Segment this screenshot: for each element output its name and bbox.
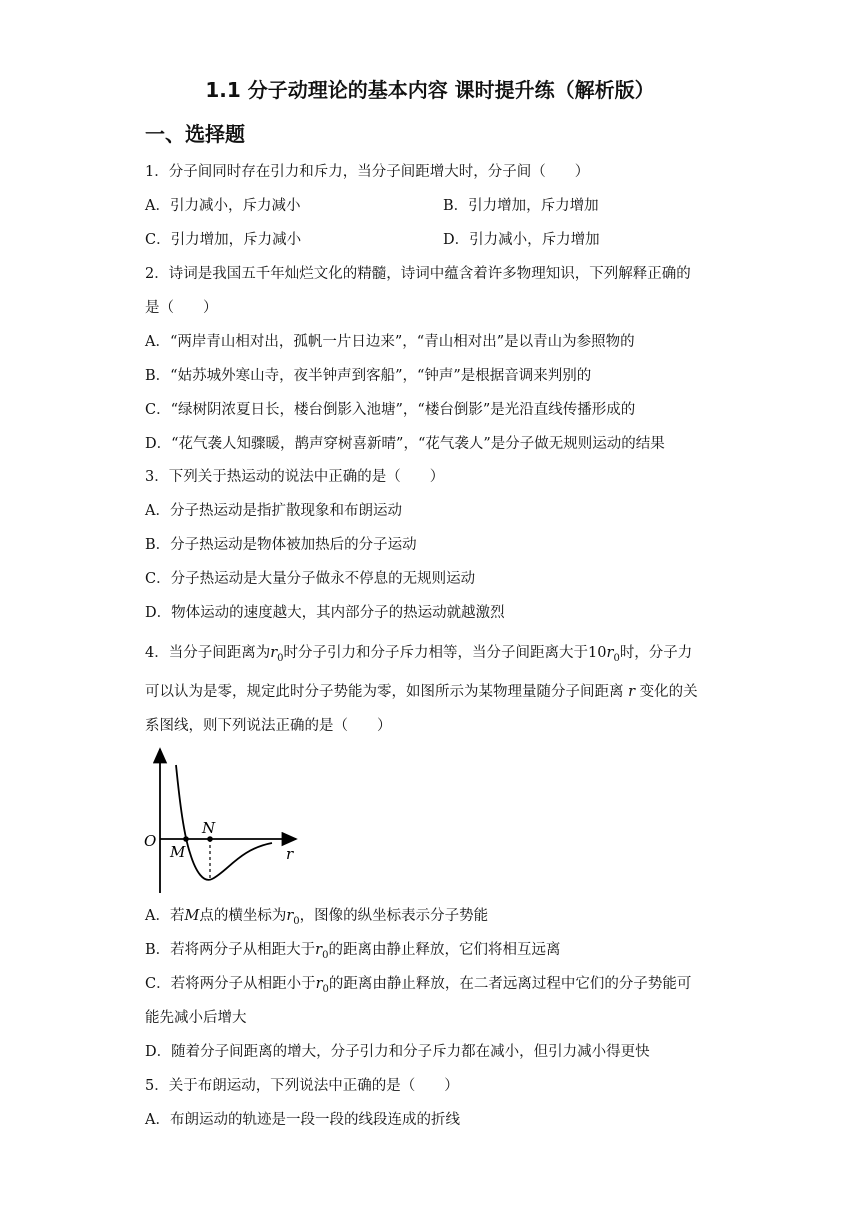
q1-option-d: D．引力减小，斥力增加 xyxy=(443,232,600,248)
page-title: 1.1 分子动理论的基本内容 课时提升练（解析版） xyxy=(205,78,655,102)
q2-option-b: B．“姑苏城外寒山寺，夜半钟声到客船”，“钟声”是根据音调来判别的 xyxy=(145,368,592,384)
q4-option-d: D．随着分子间距离的增大，分子引力和分子斥力都在减小，但引力减小得更快 xyxy=(145,1044,650,1060)
q2-option-d: D．“花气袭人知骤暖，鹊声穿树喜新晴”，“花气袭人”是分子做无规则运动的结果 xyxy=(145,436,665,452)
q4-option-b xyxy=(145,940,560,966)
origin-label: O xyxy=(144,832,157,850)
q1-stem: 1．分子间同时存在引力和斥力，当分子间距增大时，分子间（ ） xyxy=(145,164,590,180)
symbol-r0-sub: 0 xyxy=(613,652,620,664)
symbol-r0-sub: 0 xyxy=(322,949,329,961)
symbol-r: r xyxy=(270,645,278,661)
q4-stem1-ten: 10 xyxy=(588,645,607,661)
point-n-dot xyxy=(207,836,213,842)
q4-stem-line3: 系图线，则下列说法正确的是（ ） xyxy=(145,718,392,734)
x-axis-label: r xyxy=(286,845,294,863)
symbol-m: M xyxy=(184,908,200,924)
q4-option-a xyxy=(145,906,488,932)
q3-option-c: C．分子热运动是大量分子做永不停息的无规则运动 xyxy=(145,571,476,587)
q4-a-1: A．若 xyxy=(145,908,185,924)
q4-b-2: 的距离由静止释放，它们将相互远离 xyxy=(328,942,561,958)
q3-option-a: A．分子热运动是指扩散现象和布朗运动 xyxy=(145,503,402,519)
q4-stem-line2 xyxy=(145,682,698,702)
potential-energy-figure xyxy=(140,745,305,895)
q1-option-a: A．引力减小，斥力减小 xyxy=(145,198,301,214)
symbol-r0-sub: 0 xyxy=(322,983,329,995)
q3-option-b: B．分子热运动是物体被加热后的分子运动 xyxy=(145,537,417,553)
q4-a-3: ，图像的纵坐标表示分子势能 xyxy=(299,908,489,924)
section-heading: 一、选择题 xyxy=(145,122,245,146)
q4-a-2: 点的横坐标为 xyxy=(199,908,287,924)
symbol-r: r xyxy=(628,684,636,700)
q2-option-a: A．“两岸青山相对出，孤帆一片日边来”，“青山相对出”是以青山为参照物的 xyxy=(145,334,635,350)
q4-c-1: C．若将两分子从相距小于 xyxy=(145,976,316,992)
q4-c-2: 的距离由静止释放，在二者远离过程中它们的分子势能可 xyxy=(328,976,692,992)
q4-stem1-c: 时，分子力 xyxy=(619,645,693,661)
q5-option-a: A．布朗运动的轨迹是一段一段的线段连成的折线 xyxy=(145,1112,460,1128)
curve xyxy=(176,765,272,880)
point-m-dot xyxy=(183,836,189,842)
symbol-r: r xyxy=(286,908,294,924)
q2-stem-line1: 2．诗词是我国五千年灿烂文化的精髓，诗词中蕴含着许多物理知识，下列解释正确的 xyxy=(145,266,691,282)
q3-option-d: D．物体运动的速度越大，其内部分子的热运动就越激烈 xyxy=(145,605,505,621)
symbol-r: r xyxy=(315,976,323,992)
q4-option-c-line2: 能先减小后增大 xyxy=(145,1010,247,1026)
q4-b-1: B．若将两分子从相距大于 xyxy=(145,942,316,958)
q4-option-c xyxy=(145,974,691,1000)
q5-stem: 5．关于布朗运动，下列说法中正确的是（ ） xyxy=(145,1078,459,1094)
q4-stem1-a: 4．当分子间距离为 xyxy=(145,645,271,661)
q4-stem2-b: 变化的关 xyxy=(639,684,698,700)
q4-stem-line1 xyxy=(145,643,692,669)
q4-stem2-a: 可以认为是零，规定此时分子势能为零，如图所示为某物理量随分子间距离 xyxy=(145,684,624,700)
symbol-r0-sub: 0 xyxy=(293,915,300,927)
q1-option-c: C．引力增加，斥力减小 xyxy=(145,232,302,248)
q1-option-b: B．引力增加，斥力增加 xyxy=(443,198,599,214)
q2-stem-line2: 是（ ） xyxy=(145,300,218,316)
point-m-label: M xyxy=(170,843,186,861)
q4-stem1-b: 时分子引力和分子斥力相等，当分子间距离大于 xyxy=(283,645,589,661)
symbol-r0-sub: 0 xyxy=(277,652,284,664)
q2-option-c: C．“绿树阴浓夏日长，楼台倒影入池塘”，“楼台倒影”是光沿直线传播形成的 xyxy=(145,402,636,418)
symbol-r: r xyxy=(315,942,323,958)
point-n-label: N xyxy=(202,819,216,837)
symbol-r: r xyxy=(606,645,614,661)
q3-stem: 3．下列关于热运动的说法中正确的是（ ） xyxy=(145,469,445,485)
